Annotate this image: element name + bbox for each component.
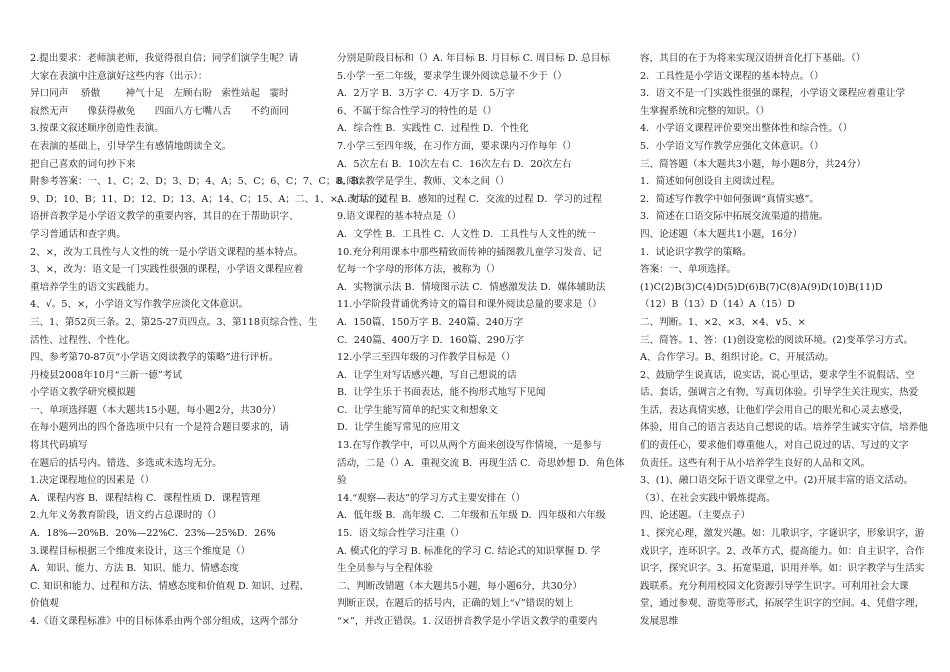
text-line: 2.九年义务教育阶段，语文约占总课时的（） [30, 510, 222, 522]
text-line: “×”，并改正错误。1. 汉语拼音教学是小学语文教学的重要内 [337, 616, 598, 627]
text-line: 14.“观察—表达”的学习方式主要安排在（） [337, 492, 526, 504]
text-line: （3）、在社会实践中锻炼提高。 [640, 492, 776, 504]
text-line: 二、判断改错题（本大题共5小题，每小题6分，共30分） [337, 580, 583, 592]
text-line: 小学语文教学研究模拟题 [30, 387, 136, 399]
text-line: 丹棱县2008年10月“三新一德”考试 [30, 369, 182, 381]
text-line: 11.小学阶段背诵优秀诗文的篇目和课外阅读总量的要求是（） [337, 299, 602, 311]
text-line: 活动，二是（）A．重视交流 B．再现生活 C．奇思妙想 D．角色体 [337, 457, 625, 469]
text-line: 把自己喜欢的词句抄下来 [30, 158, 136, 170]
text-line: 学习普通话和查字典。 [30, 228, 126, 240]
text-line: 3.按课文叙述顺序创造性表演。 [30, 123, 164, 135]
text-line: 3.课程目标根据三个维度来设计，这三个维度是（） [30, 545, 251, 557]
text-line: 将其代码填写 [30, 440, 88, 452]
text-line: A．让学生对写话感兴趣，写自己想说的话 [337, 369, 517, 381]
text-line: A．低年级 B．高年级 C．二年级和五年级 D．四年级和六年级 [337, 510, 606, 522]
text-line: 附参考答案：一、1、C；2、D；3、D；4、A；5、C；6、C；7、C；8、B； [30, 176, 368, 188]
text-line: 分别是阶段目标和（）A. 年目标 B. 月目标 C. 周目标 D. 总目标 [337, 53, 610, 64]
text-line: 3．简述在口语交际中拓展交流渠道的措施。 [640, 211, 829, 223]
text-line: 6、不属于综合性学习的特性的是（） [337, 105, 497, 117]
text-line: 四、论述题（本大题共1小题，16分） [640, 228, 803, 240]
text-line: 4.《语文课程标准》中的目标体系由两个部分组成，这两个部分 [30, 616, 299, 627]
text-line: 负责任。这些有利于从小培养学生良好的人品和文风。 [640, 457, 871, 469]
text-line: A．课程内容 B．课程结构 C．课程性质 D．课程管理 [30, 492, 261, 504]
text-line: C．240篇、400万字 D．160篇、290万字 [337, 334, 525, 346]
text-line: C. 知识和能力、过程和方法、情感态度和价值观 D. 知识、过程、 [30, 580, 310, 592]
text-line: A、合作学习。B、组织讨论。C、开展活动。 [640, 352, 835, 364]
text-line: A．知识、能力、方法 B．知识、能力、情感态度 [30, 563, 239, 575]
text-line: A．综合性 B．实践性 C．过程性 D．个性化 [337, 123, 529, 135]
text-line: 3、×，改为：语文是一门实践性很强的课程，小学语文课程应着 [30, 264, 304, 276]
text-line: A．实物演示法 B．情境图示法 C．情感激发法 D．媒体辅助法 [337, 281, 606, 293]
text-line: 们的责任心，要求他们尊重他人，对自己说过的话、写过的文字 [640, 440, 909, 452]
text-line: 一、单项选择题（本大题共15小题，每小题2分，共30分） [30, 404, 282, 416]
text-line: 堂，通过参观、游览等形式，拓展学生识字的空间。4、凭借字理， [640, 598, 925, 610]
text-line: 1．简述如何创设自主阅读过程。 [640, 176, 781, 188]
text-line: 4、√。5、×，小学语文写作教学应淡化文体意识。 [30, 299, 249, 311]
text-line: D．让学生能写常见的应用文 [337, 422, 460, 434]
text-line: 1.决定课程地位的因素是（） [30, 475, 155, 487]
text-line: 2．简述写作教学中如何强调“真情实感”。 [640, 193, 820, 205]
text-line: 忆每一个字母的形体方法，被称为（） [337, 264, 501, 276]
text-line: 10.充分利用课本中那些精致而传神的插图教儿童学习发音、记 [337, 246, 602, 258]
text-line: 2．工具性是小学语文课程的基本特点。（） [640, 70, 824, 82]
text-line: 3．语文不是一门实践性很强的课程，小学语文课程应着重让学 [640, 88, 906, 100]
text-line: A．2万字 B．3万字 C．4万字 D．5万字 [337, 88, 515, 100]
text-line: 容，其目的在于为将来实现汉语拼音化打下基础。（） [640, 53, 866, 64]
text-line: 识字，探究识字。3、拓宽渠道，识用并举。如：识字教学与生活实 [640, 563, 925, 575]
text-line: 践联系。充分利用校园文化资源引导学生识字。可利用社会大课 [640, 580, 909, 592]
text-line: 5.小学一至二年级，要求学生课外阅读总量不少于（） [337, 70, 567, 82]
text-line: 异口同声 骄傲 神气十足 左顾右盼 索性站起 霎时 [30, 88, 289, 100]
text-line: B．让学生乐于书面表达，能不拘形式地写下见闻 [337, 387, 546, 399]
text-line: 四、参考第70-87页“小学语文阅读教学的策略”进行评析。 [30, 352, 279, 364]
text-line: 9、D；10、B；11、D；12、D；13、A；14、C；15、A；二、1、×，改为：汉 [30, 193, 386, 205]
text-line: 重培养学生的语文实践能力。 [30, 281, 155, 293]
text-line: 四、论述题。（主要点子） [640, 510, 751, 522]
text-line: 9.语文课程的基本特点是（） [337, 211, 462, 223]
text-line: A．5次左右 B．10次左右 C．16次左右 D．20次左右 [337, 158, 572, 170]
text-line: 验 [337, 475, 347, 487]
text-line: C．让学生能写简单的纪实文和想象文 [337, 404, 498, 416]
text-line: 1．试论识字教学的策略。 [640, 246, 752, 258]
text-line: 生全员参与与全程体验 [337, 563, 433, 575]
text-line: 2.提出要求：老师演老师，我觉得很自信；同学们演学生呢？请 [30, 53, 299, 64]
text-line: A．文学性 B．工具性 C．人文性 D．工具性与人文性的统一 [337, 228, 596, 240]
text-line: 寂然无声 像获得赦免 四面八方七嘴八舌 不约而同 [30, 105, 290, 117]
text-line: 生掌握系统和完整的知识。（） [640, 105, 770, 117]
text-line: 语拼音教学是小学语文教学的重要内容，其目的在于帮助识字、 [30, 211, 299, 223]
text-line: A. 对话的过程 B．感知的过程 C．交流的过程 D．学习的过程 [337, 193, 602, 205]
text-line: A．18%—20%B．20%—22%C．23%—25%D．26% [30, 528, 276, 540]
text-line: 15．语文综合性学习注重（） [337, 528, 465, 540]
text-column-right [640, 50, 928, 631]
text-line: 价值观 [30, 598, 59, 610]
text-line: 大家在表演中注意演好这些内容（出示）： [30, 70, 208, 82]
text-line: 判断正误，在题后的括号内，正确的划上“√”错误的划上 [337, 598, 574, 610]
text-line: 二、判断。1、×2、×3、×4、∨5、× [640, 316, 806, 328]
text-line: 12.小学三至四年级的习作教学目标是（） [337, 352, 516, 364]
text-line: 体验，用自己的语言表达自己想说的话。培养学生诚实守信，培养他 [640, 422, 928, 434]
text-line: 7.小学三至四年级，在习作方面，要求课内习作每年（） [337, 140, 577, 152]
text-line: （12）B（13）D（14）A（15）D [640, 299, 795, 311]
text-line: 答案：一、单项选择。 [640, 264, 736, 276]
text-line: 戏识字，连环识字。2、改革方式，提高能力。如：自主识字，合作 [640, 545, 925, 557]
text-line: 话、套话，强调言之有物，写真切体验。引导学生关注现实，热爱 [640, 387, 919, 399]
text-line: 13.在写作教学中，可以从两个方面来创设写作情境，一是参与 [337, 440, 602, 452]
text-line: (1)C(2)B(3)C(4)D(5)D(6)B(7)C(8)A(9)D(10)B(11)D [640, 281, 883, 293]
text-line: 2、鼓励学生说真话，说实话，说心里话，要求学生不说假话、空 [640, 369, 915, 381]
text-line: 在每小题列出的四个备选项中只有一个是符合题目要求的，请 [30, 422, 290, 434]
text-line: 三、简答。1、答：(1)创设宽松的阅读环境。(2)变革学习方式。 [640, 334, 914, 346]
text-line: 3、(1)、融口语交际于语文课堂之中。(2)开展丰富的语文活动。 [640, 475, 914, 487]
text-line: A. 模式化的学习 B. 标准化的学习 C. 结论式的知识掌握 D. 学 [337, 545, 601, 557]
text-line: 8.阅读教学是学生、教师、文本之间（） [337, 176, 510, 188]
text-line: 活性、过程性、个性化。 [30, 334, 136, 346]
text-line: 5．小学语文写作教学应强化文体意识。（） [640, 140, 824, 152]
text-line: 在题后的括号内。错选、多选或未选均无分。 [30, 457, 222, 469]
text-line: 发展思维 [640, 616, 679, 627]
text-line: A．150篇、150万字 B．240篇、240万字 [337, 316, 524, 328]
text-line: 生活，表达真情实感，让他们学会用自己的眼光和心灵去感受， [640, 404, 909, 416]
text-line: 1、探究心理，激发兴趣。如：儿歌识字，字谜识字，形象识字，游 [640, 528, 925, 540]
text-line: 在表演的基础上，引导学生有感情地朗读全文。 [30, 140, 232, 152]
text-line: 4．小学语文课程评价要突出整体性和综合性。（） [640, 123, 853, 135]
text-line: 2、×，改为工具性与人文性的统一是小学语文课程的基本特点。 [30, 246, 304, 258]
text-line: 三、1、第52页三条。2、第25-27页四点。3、第118页综合性、生 [30, 316, 318, 328]
text-line: 三、简答题（本大题共3小题，每小题8分，共24分） [640, 158, 866, 170]
text-column-middle [337, 50, 625, 631]
